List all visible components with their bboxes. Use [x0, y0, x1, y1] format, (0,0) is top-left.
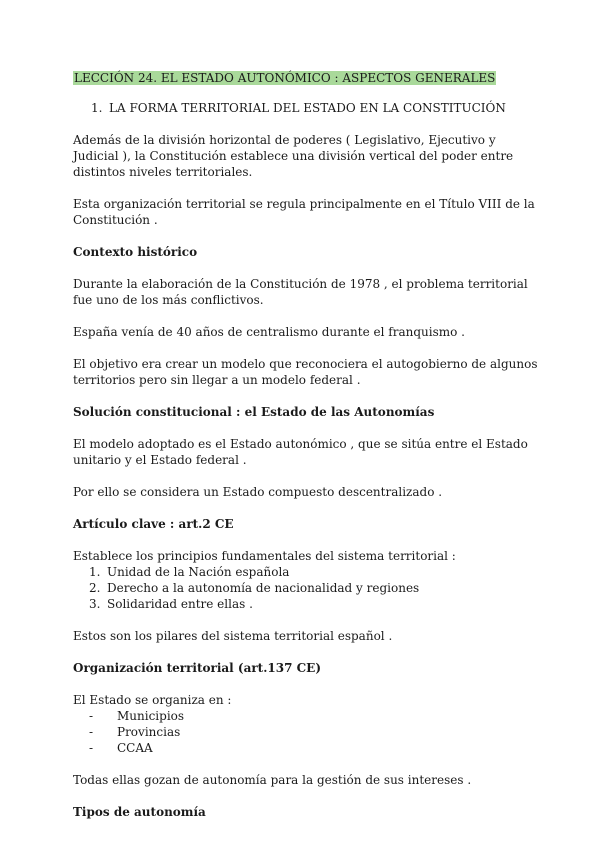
list-item-text: CCAA [117, 741, 153, 755]
list-marker: 3. [89, 597, 101, 611]
heading-solucion-constitucional: Solución constitucional : el Estado de las Autonomías [73, 405, 435, 419]
paragraph-division-poderes: Además de la división horizontal de poderes ( Legislativo, Ejecutivo y Judicial ), la Constitución establece una división vertical del poder entre distintos niveles territoriales. [73, 133, 514, 179]
section-heading-1 [73, 100, 540, 116]
list-marker: - [89, 725, 94, 739]
list-item [73, 708, 540, 724]
list-marker: - [89, 709, 94, 723]
section-title: LA FORMA TERRITORIAL DEL ESTADO EN LA CONSTITUCIÓN [109, 101, 506, 115]
paragraph-pilares: Estos son los pilares del sistema territorial español . [73, 629, 393, 643]
heading-tipos-autonomia: Tipos de autonomía [73, 805, 206, 819]
heading-contexto-historico: Contexto histórico [73, 245, 198, 259]
list-item [73, 564, 540, 580]
lesson-title-line [73, 70, 540, 86]
list-marker: 1. [89, 565, 101, 579]
paragraph-elaboracion-constitucion: Durante la elaboración de la Constitución de 1978 , el problema territorial fue uno de los más conflictivos. [73, 277, 528, 307]
heading-articulo-clave: Artículo clave : art.2 CE [73, 517, 234, 531]
entities-list [73, 708, 540, 756]
list-item [73, 740, 540, 756]
list-marker: 2. [89, 581, 101, 595]
list-item [73, 580, 540, 596]
list-item-text: Municipios [117, 709, 185, 723]
paragraph-principios-intro: Establece los principios fundamentales del sistema territorial : [73, 549, 456, 563]
paragraph-objetivo: El objetivo era crear un modelo que reconociera el autogobierno de algunos territorios pero sin llegar a un modelo federal . [73, 357, 538, 387]
paragraph-estado-compuesto: Por ello se considera un Estado compuesto descentralizado . [73, 485, 443, 499]
list-item [73, 596, 540, 612]
heading-organizacion-territorial: Organización territorial (art.137 CE) [73, 661, 322, 675]
principles-list [73, 564, 540, 612]
lesson-title: LECCIÓN 24. EL ESTADO AUTONÓMICO : ASPECTOS GENERALES [74, 71, 496, 85]
paragraph-autonomia-gestion: Todas ellas gozan de autonomía para la gestión de sus intereses . [73, 773, 472, 787]
list-item [73, 724, 540, 740]
list-item-text: Derecho a la autonomía de nacionalidad y regiones [107, 581, 420, 595]
list-item-text: Unidad de la Nación española [107, 565, 290, 579]
list-item-text: Provincias [117, 725, 181, 739]
list-marker: - [89, 741, 94, 755]
section-number: 1. [91, 101, 103, 115]
list-item-text: Solidaridad entre ellas . [107, 597, 253, 611]
paragraph-titulo-viii: Esta organización territorial se regula principalmente en el Título VIII de la Constitución . [73, 197, 535, 227]
paragraph-modelo-adoptado: El modelo adoptado es el Estado autonómico , que se sitúa entre el Estado unitario y el Estado federal . [73, 437, 528, 467]
paragraph-centralismo: España venía de 40 años de centralismo durante el franquismo . [73, 325, 465, 339]
paragraph-estado-organiza: El Estado se organiza en : [73, 693, 232, 707]
